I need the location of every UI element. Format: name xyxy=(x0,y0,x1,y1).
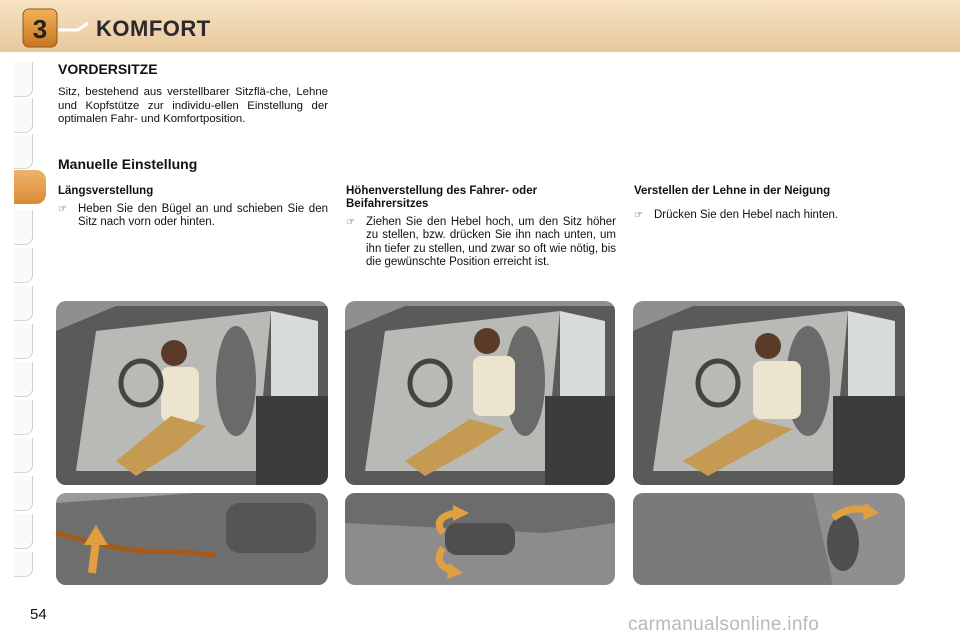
column-bullet-3 xyxy=(634,209,914,222)
header-chevron xyxy=(58,22,94,38)
seat-height-photo xyxy=(345,301,615,485)
watermark: carmanualsonline.info xyxy=(628,614,820,635)
chapter-tab-9[interactable] xyxy=(14,362,33,397)
backrest-lever-photo xyxy=(633,493,905,585)
page-header xyxy=(0,0,960,52)
chapter-tab-2[interactable] xyxy=(14,98,33,133)
column-bullet-text-3: Drücken Sie den Hebel nach hinten. xyxy=(654,209,839,221)
hand-pointer-icon: ☞ xyxy=(58,204,67,215)
chapter-tab-1[interactable] xyxy=(14,62,33,97)
chapter-tab-active[interactable] xyxy=(14,170,46,204)
page-number: 54 xyxy=(30,606,47,623)
chapter-tab-11[interactable] xyxy=(14,438,33,473)
hand-pointer-icon: ☞ xyxy=(346,217,355,228)
chapter-badge xyxy=(22,8,58,48)
column-heading-2: Höhenverstellung des Fahrer- oder Beifahrersitzes xyxy=(346,185,538,210)
backrest-tilt-photo xyxy=(633,301,905,485)
intro-text: Sitz, bestehend aus verstellbarer Sitzflä-che, Lehne und Kopfstütze zur individu-ellen Einstellung der optimalen Fahr- und Komfortposition. xyxy=(58,86,328,125)
chapter-tab-13[interactable] xyxy=(14,514,33,549)
subsection-title: Manuelle Einstellung xyxy=(58,156,198,172)
seat-longitudinal-photo xyxy=(56,301,328,485)
chapter-tab-8[interactable] xyxy=(14,324,33,359)
chapter-tab-6[interactable] xyxy=(14,248,33,283)
column-bullet-1 xyxy=(58,203,328,230)
column-heading-1: Längsverstellung xyxy=(58,185,154,197)
chapter-tab-14[interactable] xyxy=(14,552,33,577)
chapter-tab-5[interactable] xyxy=(14,210,33,245)
chapter-tab-10[interactable] xyxy=(14,400,33,435)
chapter-title: KOMFORT xyxy=(96,16,211,41)
hand-pointer-icon: ☞ xyxy=(634,210,643,221)
column-bullet-2 xyxy=(346,216,616,269)
chapter-tab-7[interactable] xyxy=(14,286,33,321)
section-title: VORDERSITZE xyxy=(58,61,158,77)
chapter-number: 3 xyxy=(32,14,48,44)
height-lever-photo xyxy=(345,493,615,585)
chapter-tabs xyxy=(14,62,34,578)
seat-rail-lever-photo xyxy=(56,493,328,585)
column-heading-3: Verstellen der Lehne in der Neigung xyxy=(634,185,831,197)
column-bullet-text-1: Heben Sie den Bügel an und schieben Sie den Sitz nach vorn oder hinten. xyxy=(78,203,328,229)
chapter-tab-12[interactable] xyxy=(14,476,33,511)
chapter-tab-3[interactable] xyxy=(14,134,33,169)
column-bullet-text-2: Ziehen Sie den Hebel hoch, um den Sitz höher zu stellen, bzw. drücken Sie ihn nach unten, um ihn tiefer zu stellen, und zwar so oft wie nötig, bis die gewünschte Position erreicht ist. xyxy=(366,216,616,268)
